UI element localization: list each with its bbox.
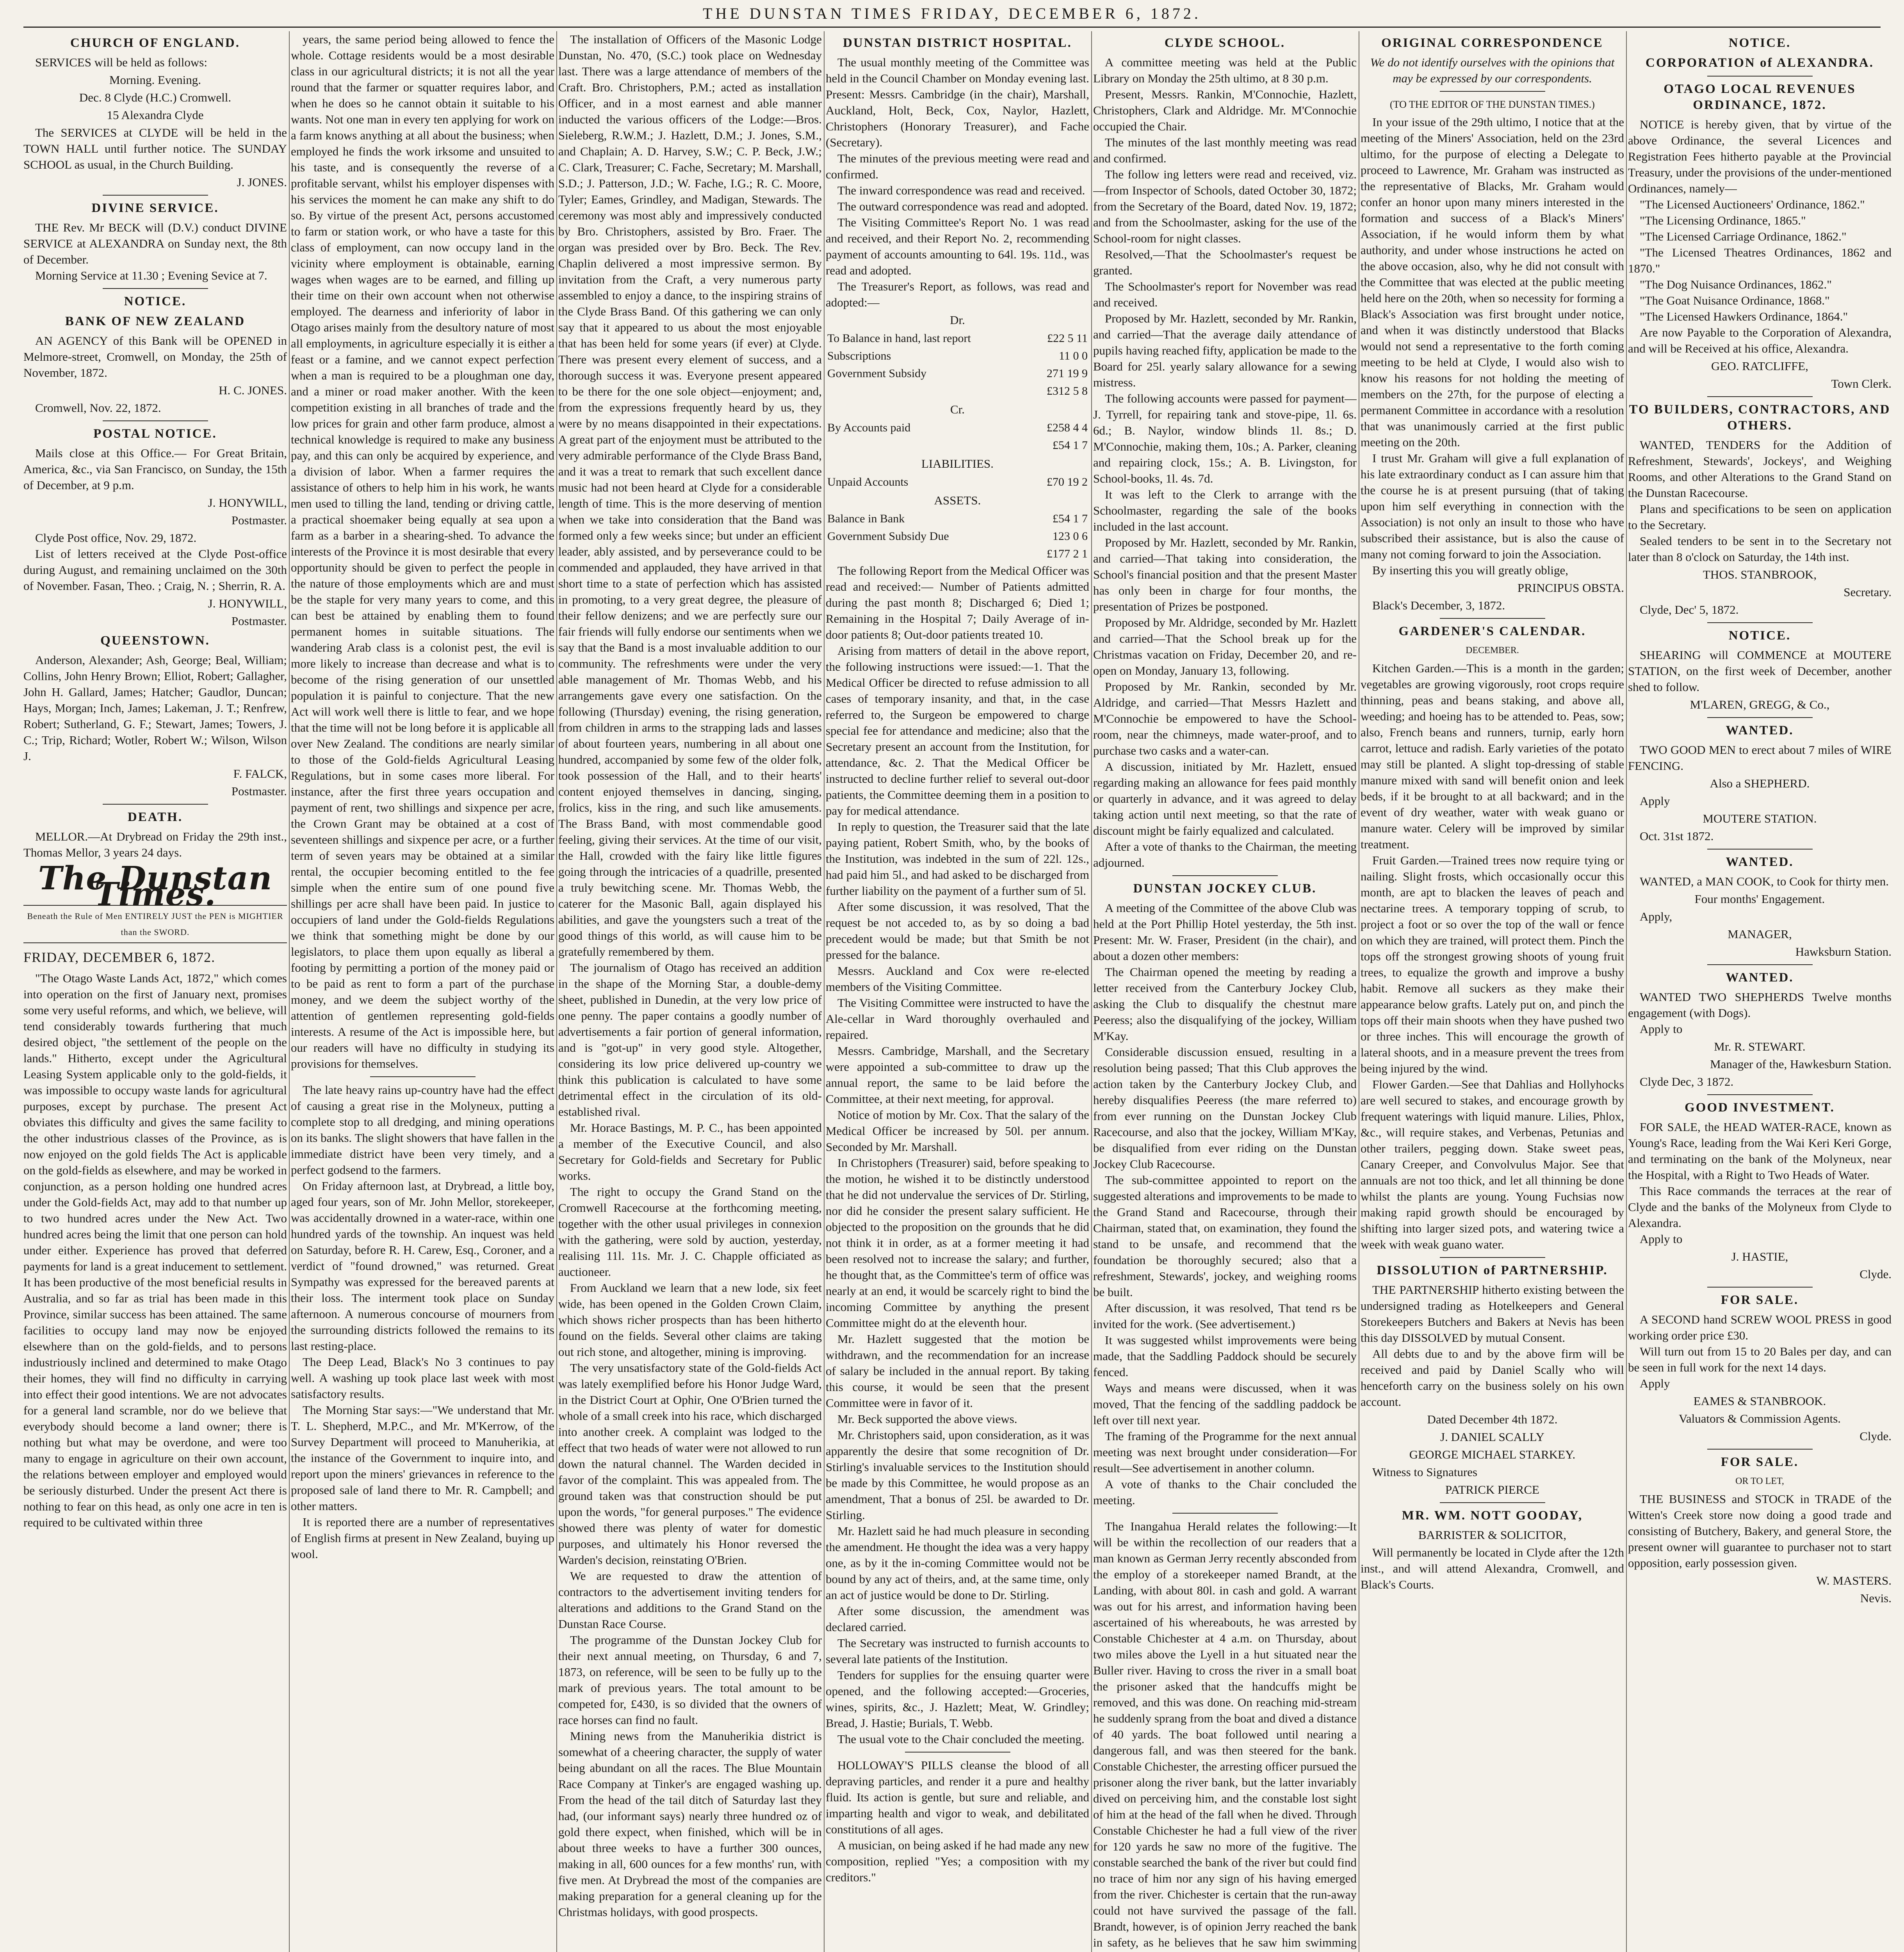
dateline: FRIDAY, DECEMBER 6, 1872.	[23, 949, 216, 965]
garden-month: DECEMBER.	[1466, 645, 1519, 655]
news-item: Mining news from the Manuherikia district is somewhat of a cheering character, the supply of water being abundant on all the races. The Blue Mountain Race Company at Tinker's are engaged washing up. From the head of the tail ditch of Saturday last they had, (our informant says) nearly three hundred oz of gold there expect, when finished, which will be in about three weeks to have a further 300 ounces, making in all, 600 ounces for a few months' run, with five men. At Drybread the most of the companies are making preparation for a general cleaning up for the Christmas holidays, with good prospects.	[558, 1729, 822, 1919]
bank-signature: H. C. JONES.	[219, 383, 287, 397]
wanted-heading: WANTED.	[1726, 723, 1794, 737]
corporation-heading: CORPORATION of ALEXANDRA.	[1646, 56, 1874, 70]
hospital-para: The usual monthly meeting of the Committee was held in the Council Chamber on Monday evening last. Present: Messrs. Cambridge (in the chair), Marshall, Auckland, Holt, Beck, Cox, Naylor, Hazlett, Christophers (Honorary Treasurer), and Fache (Secretary).	[826, 55, 1089, 149]
school-para: The follow ing letters were read and received, viz.—from Inspector of Schools, dated October 30, 1872; from the Secretary of the Board, dated Nov. 19, 1872; and from the Schoolmaster, asking for the use of the School-room for night classes.	[1093, 167, 1357, 245]
hospital-para: The Visiting Committee were instructed to have the Ale-cellar in Ward thoroughly overhauled and repaired.	[826, 996, 1089, 1042]
news-item: The installation of Officers of the Masonic Lodge Dunstan, No. 470, (S.C.) took place on Wednesday last. There was a large attendance of members of the Craft. Bro. Christophers, P.M.; acted as installation Officer, and in a most earnest and able manner inducted the various officers of the Lodge:—Bros. Sieleberg, R.W.M.; J. Hazlett, D.M.; J. Jones, S.M., and Chaplain; A. D. Harvey, S.W.; C. P. Beck, J.W.; C. Clark, Treasurer; C. Fache, Secretary; M. Marshall, S.D.; J. Patterson, J.D.; W. Fache, I.G.; R. C. Moore, Tyler; Eames, Grindley, and Madigan, Stewards. The ceremony was most ably and impressively conducted by Bro. Christophers, assisted by Bro. Fraer. The organ was presided over by Bro. Beck. The Rev. Chaplin delivered a most impressive sermon. By invitation from the Craft, a very numerous party assembled to enjoy a dance, to the inspiring strains of the Clyde Brass Band. Of this gathering we can only say that it appeared to us about the most enjoyable that has been held for some years (if ever) at Clyde. There was present every element of success, and a thorough success it was. Everyone present appeared to be there for the one sole object—enjoyment; and, from the expressions frequently heard by us, they were by no means disappointed in their expectations. A great part of the enjoyment must be attributed to the very admirable performance of the Clyde Brass Band, and it was a treat to remark that such excellent dance music had not been heard at Clyde for a considerable length of time. This is the more deserving of mention when we take into consideration that the Band was formed only a few weeks since; but under an efficient leader, ably assisted, and by perseverance could to be commended and applauded, they have arrived in that short time to a state of perfection which has assisted in promoting, to a very great degree, the pleasure of their fellow denizens; and we are perfectly sure our fair friends will fully endorse our sentiments when we say that the Band is a most invaluable addition to our community. The refreshments were under the very able management of Mr. Thomas Webb, and his arrangements gave every one satisfaction. On the following (Thursday) evening, the rising generation, from children in arms to the strapping lads and lasses of about fourteen years, numbering in all about one hundred, accompanied by some few of the older folk, took possession of the Hall, and to their hearts' content enjoyed themselves in dancing, singing, frolics, kiss in the ring, and such like amusements. The Brass Band, with most commendable good feeling, giving their services. At the time of our visit, the Hall, crowded with the fairy like little figures going through the intricacies of a quadrille, presented a truly bewitching scene. Mr. Thomas Webb, the caterer for the Masonic Ball, again displayed his abilities, and gave the youngsters such a treat of the good things of this world, as will cause him to be gratefully remembered by them.	[558, 32, 822, 958]
wanted-date: Oct. 31st 1872.	[1640, 829, 1714, 843]
school-para: The Schoolmaster's report for November was read and received.	[1093, 280, 1357, 309]
divider	[1707, 1287, 1813, 1288]
hospital-para: The following Report from the Medical Officer was read and received:— Number of Patients admitted during the past month 8; Discharged 6; Died 1; Remaining in the Hospital 7; Daily Average of in-door patients 8; Out-door patients treated 10.	[826, 564, 1089, 641]
wanted-terms: Four months' Engagement.	[1694, 892, 1825, 906]
sale-place: Clyde.	[1859, 1429, 1892, 1443]
correspondence-para: In your issue of the 29th ultimo, I notice that at the meeting of the Miners' Association, held on the 23rd ultimo, for the purpose of electing a Delegate to proceed to Lawrence, Mr. Graham was instructed as the representative of Blacks, Mr. Graham would confer an honor upon many miners interested in the formation and success of a Black's Miners' Association, if he would inform them by what authority, and under whose instructions he acted on the above occasion, also, why he did not consult with the Committee that was elected at the public meeting held here on the 20th, when so necessity for forming a Black's Association was first brought under notice, and when it was distinctly understood that Blacks would not send a representative to the forth coming meeting to be held at Clyde, I would also wish to know his reasons for not holding the meeting of members on the 27th, for the purpose of electing a permanent Committee in accordance with a resolution that was unanimously carried at the first public meeting on the 20th.	[1361, 115, 1624, 449]
ordinance-signature: GEO. RATCLIFFE,	[1711, 359, 1808, 373]
queenstown-role: Postmaster.	[231, 784, 287, 798]
correspondence-signature: PRINCIPUS OBSTA.	[1517, 581, 1624, 595]
dissolution-date: Dated December 4th 1872.	[1427, 1412, 1558, 1426]
account-total: £54 1 7	[1053, 439, 1088, 452]
ordinance-item: "The Licensed Auctioneers' Ordinance, 1862."	[1640, 198, 1865, 211]
divider	[1707, 1094, 1813, 1095]
wanted-also: Also a SHEPHERD.	[1710, 777, 1810, 790]
garden-para: Kitchen Garden.—This is a month in the garden; vegetables are growing vigorously, root crops require thinning, peas and beans staking, and above all, weeding; and hoeing has to be attended to. Peas, sow; also, French beans and runners, turnip, early horn carrot, lettuce and radish. Early varieties of the potato may still be planted. A slight top-dressing of stable manure mixed with sand will benefit onion and leek beds, if it be brought to at all backward; and in the event of dry weather, water with weak guano or manure water. Celery will be improved by similar treatment.	[1361, 661, 1624, 851]
hospital-para: In Christophers (Treasurer) said, before speaking to the motion, he wished it to be distinctly understood that he did not undervalue the services of Dr. Stirling, nor did he consider the present salary sufficient. He objected to the proposition on the grounds that he did not think it in order, as at a former meeting it had been resolved not to increase the salary; and further, he thought that, as the Committee's term of office was nearly at an end, it would be scarcely right to bind the incoming Committee by anything the present Committee might do at the eleventh hour.	[826, 1156, 1089, 1330]
correspondence-para: I trust Mr. Graham will give a full explanation of his late extraordinary conduct as I can assure him that the course he is at present pursuing (that of taking upon him self everything in connection with the Association) is not only an insult to those who have subscribed their assistance, but is also the cause of many not coming forward to join the Association.	[1361, 451, 1624, 561]
hospital-para: After some discussion, the amendment was declared carried.	[826, 1604, 1089, 1634]
sale-signature: EAMES & STANBROOK.	[1693, 1394, 1826, 1408]
account-row: Balance in Bank £54 1 7	[827, 512, 1088, 525]
ordinance-item: "The Licensed Carriage Ordinance, 1862."	[1640, 230, 1847, 243]
divider	[1440, 91, 1545, 92]
church-row: Dec. 8 Clyde (H.C.) Cromwell.	[79, 91, 232, 104]
divider	[1440, 618, 1545, 619]
sale-body: A SECOND hand SCREW WOOL PRESS in good working order price £30.	[1628, 1313, 1892, 1342]
postal-date: Clyde Post office, Nov. 29, 1872.	[35, 531, 197, 545]
wanted-role: Manager of the, Hawkesburn Station.	[1710, 1057, 1892, 1071]
editorial-continued: years, the same period being allowed to fence the whole. Cottage residents would be a most desirable class in our agricultural districts; it is not all the year round that the farmer or squatter requires labor, and when he does so he cannot obtain it suitable to his wants. Not one man in every ten applying for work on a farm knows anything at all about the business; when employed he finds the work irksome and unsuited to his taste, and is consequently the reverse of a profitable servant, whilst his employer dispenses with his services the moment he can make any shift to do so. By virtue of the present Act, persons accustomed to farm or station work, or who have a taste for this class of employment, can now occupy land in the vicinity where employment is obtainable, earning wages when wages are to be earned, and filling up their time on their own account when not otherwise employed. The dearness and inferiority of labor in Otago arises mainly from the desultory nature of most all employments, in agriculture especially it is either a feast or a famine, and we cannot expect perfection when a man is required to be a ploughman one day, and a miner or road maker another. With the keen competition existing in all branches of trade and the low prices for grain and other farm produce, almost a technical knowledge is required to make any business pay, and this can only be acquired by experience, and a division of labor. When a farmer requires the assistance of others to help him in his work, he wants men used to tilling the land, tending or driving cattle, a practical shoemaker being equally at sea upon a farm as a barber in a shearing-shed. To advance the interests of the Province it is most desirable that every opportunity should be given to perfect the people in the nature of those employments which are and must be the staple for very many years to come, and this can best be attained by enabling them to found permanent homes in suitable situations. The wandering Arab class is a colonist pest, the evil is more likely to increase than decrease and what is to become of the rising generation of our unsettled population it is painful to conjecture. That the new Act will work well there is little to fear, and we hope that the time will not be long before it is applicable all over New Zealand. The conditions are nearly similar to those of the Gold-fields Agricultural Leasing Regulations, but in some cases more liberal. For instance, after the first three years occupation and payment of rent, two shillings and sixpence per acre, the Crown Grant may be obtained at a cost of seventeen shillings and sixpence per acre, or a further term of seven years may be obtained at a similar rental, the occupier becoming entitled to the fee simple when the entire sum of one pound five shillings per acre shall have been paid. In justice to occupiers of land under the Gold-fields Regulations we think that something might be done by our legislators, to place them upon equally as liberal a footing by permitting a portion of the money paid or to be paid as rent to form a part of the purchase money, and we deem the subject worthy of the attention of gentlemen representing gold-fields interests. A resume of the Act is impossible here, but our readers will have no difficulty in studying its provisions for themselves.	[291, 32, 554, 1070]
musician-quip: A musician, on being asked if he had made any new composition, replied "Yes; a composition with my creditors."	[826, 1838, 1089, 1884]
news-item: Mr. Horace Bastings, M. P. C., has been appointed a member of the Executive Council, and also Secretary for Gold-fields and Secretary for Public works.	[558, 1121, 822, 1183]
hospital-para: The inward correspondence was read and received.	[837, 183, 1085, 197]
wanted-signature: MANAGER,	[1728, 927, 1792, 941]
news-item: The right to occupy the Grand Stand on the Cromwell Racecourse at the forthcoming meeting, together with the other usual privileges in connexion with the gathering, were sold by auction, yesterday, realising 11l. 11s. Mr. J. C. Chapple officiated as auctioneer.	[558, 1185, 822, 1279]
shearing-signature: M'LAREN, GREGG, & Co.,	[1690, 698, 1830, 711]
divider	[1440, 1502, 1545, 1503]
church-intro: SERVICES will be held as follows:	[35, 55, 207, 69]
column-rule	[1091, 31, 1092, 1952]
school-para: Present, Messrs. Rankin, M'Connochie, Hazlett, Christophers, Clark and Aldridge. Mr. M'Connochie occupied the Chair.	[1093, 87, 1357, 133]
jockey-para: The Chairman opened the meeting by reading a letter received from the Canterbury Jockey Club, asking the Club to disqualify the chestnut mare Peeress; also the disqualifying of the jockey, William M'Kay.	[1093, 965, 1357, 1043]
investment-heading: GOOD INVESTMENT.	[1685, 1101, 1835, 1115]
divider	[370, 1076, 476, 1077]
church-signature: J. JONES.	[237, 175, 287, 189]
ordinance-item: "The Goat Nuisance Ordinance, 1868."	[1640, 294, 1830, 307]
builders-para: WANTED, TENDERS for the Addition of Refreshment, Stewards', Jockeys', and Weighing Rooms, and other Alterations to the Grand Stand on the Dunstan Racecourse.	[1628, 438, 1892, 500]
hospital-para: The minutes of the previous meeting were read and confirmed.	[826, 151, 1089, 181]
divider	[1707, 717, 1813, 718]
jockey-para: The framing of the Programme for the next annual meeting was next brought under consideration—For result—See advertisement in another column.	[1093, 1429, 1357, 1475]
news-item: From Auckland we learn that a new lode, six feet wide, has been opened in the Golden Crown Claim, which shows richer prospects than has been hitherto found on the fields. Several other claims are taking out rich stone, and altogether, mining is improving.	[558, 1281, 822, 1359]
column-3	[558, 31, 822, 1952]
ordinance-item: "The Licensing Ordinance, 1865."	[1640, 214, 1806, 227]
sale-heading: FOR SALE.	[1721, 1293, 1799, 1307]
account-row: By Accounts paid £258 4 4	[827, 421, 1088, 434]
news-item: The Deep Lead, Black's No 3 continues to pay well. A washing up took place last week with most satisfactory results.	[291, 1355, 554, 1401]
bank-body: AN AGENCY of this Bank will be OPENED in Melmore-street, Cromwell, on Monday, the 25th of November, 1872.	[23, 334, 287, 379]
inangahua-item: The Inangahua Herald relates the following:—It will be within the recollection of our readers that a man known as German Jerry recently absconded from the employ of a storekeeper named Brandt, at the Landing, with about 80l. in cash and gold. A warrant was out for his arrest, and information having been ascertained of his whereabouts, he was arrested by Constable Chichester at 4 a.m. on Thursday, about two miles above the Lyell in a hut situated near the Buller river. Having to cross the river in a small boat the prisoner asked that the handcuffs might be removed, and this was done. On reaching mid-stream he suddenly sprang from the boat and dived a distance of 40 yards. The boat followed until nearing a dangerous fall, and was then steered for the bank. Constable Chichester, the arresting officer pursued the prisoner along the river bank, but the latter invariably dived on perceiving him, and the constable lost sight of him at the head of the fall when he dived. Through Constable Chichester he had a full view of the river for 120 yards he saw no more of the fugitive. The constable searched the bank of the river but could find no trace of him nor any sign of his having emerged from the river. Chichester is certain that the run-away could not have survived the passage of the fall. Brandt, however, is of opinion Jerry reached the bank in safety, as he believes that he saw him swimming	[1093, 1519, 1357, 1949]
investment-body: This Race commands the terraces at the rear of Clyde and the banks of the Molyneux from Clyde to Alexandra.	[1628, 1184, 1892, 1230]
hospital-para: Arising from matters of detail in the above report, the following instructions were issued:—1. That the Medical Officer be directed to refuse admission to all cases of temporary insanity, and that, in the case referred to, the Surgeon be empowered to charge special fee for attendance and medicine; also that the Secretary present an account from the Institution, for attendance, &c. 2. That the Medical Officer be instructed to decline further relief to several out-door patients, the Committee deeming them in a position to pay for medical attendance.	[826, 644, 1089, 817]
account-table	[826, 473, 1089, 491]
wanted-place: Hawksburn Station.	[1795, 945, 1892, 958]
dissolution-signatory: J. DANIEL SCALLY	[1440, 1430, 1544, 1444]
column-rule	[824, 31, 825, 1952]
postal-signature: J. HONYWILL,	[208, 597, 287, 610]
divider	[1707, 396, 1813, 397]
postal-signature: J. HONYWILL,	[208, 496, 287, 509]
divider	[1707, 622, 1813, 623]
sale-heading: FOR SALE.	[1721, 1455, 1799, 1469]
hospital-para: The Secretary was instructed to furnish accounts to several late patients of the Institution.	[826, 1636, 1089, 1666]
header-rule	[23, 27, 1881, 28]
investment-signature: J. HASTIE,	[1731, 1250, 1788, 1263]
sale-apply: Apply	[1640, 1377, 1670, 1390]
builders-signature: THOS. STANBROOK,	[1703, 568, 1817, 581]
account-row: Unpaid Accounts £70 19 2	[827, 476, 1088, 488]
investment-place: Clyde.	[1859, 1267, 1892, 1281]
divider	[1707, 1449, 1813, 1450]
school-para: After a vote of thanks to the Chairman, the meeting adjourned.	[1093, 840, 1357, 869]
ordinance-item: "The Licensed Hawkers Ordinance, 1864."	[1640, 310, 1848, 323]
account-total: £312 5 8	[1047, 385, 1088, 397]
school-heading: CLYDE SCHOOL.	[1164, 36, 1286, 50]
ordinance-role: Town Clerk.	[1831, 377, 1892, 390]
school-para: Proposed by Mr. Aldridge, seconded by Mr. Hazlett and carried—That the School break up for the Christmas vacation on Friday, December 20, and re-open on Monday, January 13, following.	[1093, 616, 1357, 677]
account-liabilities: LIABILITIES.	[921, 457, 994, 470]
divider	[905, 1752, 1010, 1753]
account-row: Government Subsidy 271 19 9	[827, 367, 1088, 380]
correspondence-to: (TO THE EDITOR OF THE DUNSTAN TIMES.)	[1390, 99, 1595, 110]
editorial-body: "The Otago Waste Lands Act, 1872," which comes into operation on the first of January next, promises some very useful reforms, and which, we believe, will tend considerably towards furthering that much desired object, "the settlement of the people on the lands." Hitherto, except under the Agricultural Leasing System applicable only to the gold-fields, it was impossible to occupy waste lands for agricultural purposes, except by purchase. The present Act obviates this difficulty and gives the same facility to the other industrious classes of the Province, as is now enjoyed on the gold fields The Act is applicable on the gold-fields as elsewhere, and may be worked in conjunction, as a person holding one hundred acres under the Gold-fields Act, may add to that number up to two hundred acres under the New Act. Two hundred acres being the limit that one person can hold under either. Experience has proved that deferred payments for land is a great inducement to settlement. It has been productive of the most beneficial results in Australia, and so far as trial has been made in this Province, similar success has been attained. The same facilities to occupy land may now be enjoyed elsewhere than on the gold-fields, and to persons industriously inclined and determined to make Otago their homes, they will find no difficulty in carrying into effect their good intentions. We are not advocates for a general land scramble, nor do we believe that everybody should become a land owner; there is nothing but what may be overdone, and were too many to engage in agriculture on their own account, the relations between employer and employed would be seriously disturbed. Under the present Act there is nothing to fear on this head, as only one acre in ten is required to be cultivated within three	[23, 971, 287, 1529]
divider	[1707, 849, 1813, 850]
hospital-para: Mr. Hazlett said he had much pleasure in seconding the amendment. He thought the idea was a very happy one, as by it the in-coming Committee would not be bound by any act of theirs, and, at the same time, only an act of justice would be done to Dr. Stirling.	[826, 1524, 1089, 1602]
divine-heading: DIVINE SERVICE.	[91, 201, 219, 215]
divider	[103, 804, 208, 805]
sale-role: Valuators & Commission Agents.	[1678, 1412, 1841, 1425]
account-row: To Balance in hand, last report £22 5 11	[827, 332, 1088, 345]
news-item: The late heavy rains up-country have had the effect of causing a great rise in the Molyneux, putting a complete stop to all dredging, and mining operations on its banks. The slight showers that have fallen in the immediate district have been very timely, and a perfect godsend to the farmers.	[291, 1083, 554, 1177]
shearing-body: SHEARING will COMMENCE at MOUTERE STATION, on the first week of December, another shed to follow.	[1628, 648, 1892, 694]
account-row: Subscriptions 11 0 0	[827, 349, 1088, 362]
jockey-para: A meeting of the Committee of the above Club was held at the Port Phillip Hotel yesterday, the 5th inst. Present: Mr. W. Fraser, President (in the chair), and about a dozen other members:	[1093, 901, 1357, 963]
school-para: It was left to the Clerk to arrange with the Schoolmaster, regarding the sale of the books included in the last account.	[1093, 488, 1357, 533]
wanted-apply: Apply to	[1640, 1022, 1683, 1036]
divider	[1440, 1257, 1545, 1258]
divider	[1172, 1513, 1278, 1514]
builders-para: Sealed tenders to be sent in to the Secretary not later than 8 o'clock on Saturday, the 14th inst.	[1628, 534, 1892, 564]
running-header: THE DUNSTAN TIMES FRIDAY, DECEMBER 6, 1872.	[703, 5, 1201, 22]
investment-body: FOR SALE, the HEAD WATER-RACE, known as Young's Race, leading from the Wai Keri Keri Gorge, and terminating on the bank of the Molyneux, near the Hospital, with a Right to Two Heads of Water.	[1628, 1120, 1892, 1182]
divider	[1172, 875, 1278, 876]
column-2	[291, 31, 554, 1952]
letters-body: List of letters received at the Clyde Post-office during August, and remaining unclaimed on the 30th of November. Fasan, Theo. ; Craig, N. ; Sherrin, R. A.	[23, 547, 287, 593]
news-item: The very unsatisfactory state of the Gold-fields Act was lately exemplified before his Honor Judge Ward, in the District Court at Ophir, One O'Brien turned the whole of a small creek into his race, which discharged into another creek. A complaint was lodged to the effect that two heads of water were not allowed to run down the natural channel. The Warden decided in favor of the complaint. This was appealed from. The ground taken was that construction should be put upon the words, "for general purposes." The evidence showed there was plenty of water for domestic purposes, and ultimately his Honor reversed the Warden's decision, reinstating O'Brien.	[558, 1361, 822, 1567]
hospital-para: Mr. Beck supported the above views.	[837, 1412, 1017, 1426]
school-para: Proposed by Mr. Rankin, seconded by Mr. Aldridge, and carried—That Messrs Hazlett and M'Connochie be empowered to have the School-room, near the chimneys, made water-proof, and to purchase two casks and a water-can.	[1093, 680, 1357, 757]
correspondence-disclaimer: We do not identify ourselves with the opinions that may be expressed by our correspondents.	[1370, 55, 1615, 85]
notice-heading: NOTICE.	[124, 294, 187, 308]
column-5	[1093, 31, 1357, 1952]
death-heading: DEATH.	[127, 810, 183, 824]
hospital-para: Notice of motion by Mr. Cox. That the salary of the Medical Officer be increased by 50l. per annum. Seconded by Mr. Marshall.	[826, 1108, 1089, 1154]
hospital-para: The Treasurer's Report, as follows, was read and adopted:—	[826, 280, 1089, 309]
news-item: The journalism of Otago has received an addition in the shape of the Morning Star, a double-demy sheet, published in Dunedin, at the very low price of one penny. The paper contains a goodly number of advertisements a fair portion of general information, and is "got-up" in very good style. Altogether, considering its low price delivered up-country we think this publication is calculated to have some detrimental effect in the circulation of its old-established rival.	[558, 961, 822, 1118]
holloway-ad: HOLLOWAY'S PILLS cleanse the blood of all depraving particles, and render it a pure and healthy fluid. Its action is gentle, but sure and reliable, and imparting health and vigor to weak, and debilitated constitutions of all ages.	[826, 1758, 1089, 1836]
postal-heading: POSTAL NOTICE.	[93, 427, 217, 441]
divider	[103, 420, 208, 421]
account-dr: Dr.	[950, 313, 965, 327]
column-6	[1361, 31, 1624, 1952]
paper-motto: Beneath the Rule of Men ENTIRELY JUST the PEN is MIGHTIER than the SWORD.	[23, 905, 287, 943]
school-para: The minutes of the last monthly meeting was read and confirmed.	[1093, 135, 1357, 165]
jockey-para: A vote of thanks to the Chair concluded the meeting.	[1093, 1477, 1357, 1507]
column-rule	[556, 31, 557, 1952]
column-rule	[1626, 31, 1627, 1952]
news-item: It is reported there are a number of representatives of English firms at present in New Zealand, buying up wool.	[291, 1515, 554, 1561]
gooday-heading: MR. WM. NOTT GOODAY,	[1402, 1509, 1583, 1523]
notice-heading: NOTICE.	[1728, 36, 1791, 50]
sale-place: Nevis.	[1860, 1591, 1892, 1605]
gooday-role: BARRISTER & SOLICITOR,	[1418, 1528, 1567, 1542]
school-para: Resolved,—That the Schoolmaster's request be granted.	[1093, 248, 1357, 277]
sale-body: Will turn out from 15 to 20 Bales per day, and can be seen in full work for the next 14 days.	[1628, 1345, 1892, 1374]
school-para: Proposed by Mr. Hazlett, seconded by Mr. Rankin, and carried—That the average daily attendance of pupils having reached fifty, application be made to the Board for 25l. yearly salary allowance for a sewing mistress.	[1093, 312, 1357, 389]
jockey-heading: DUNSTAN JOCKEY CLUB.	[1133, 882, 1317, 896]
divider	[1707, 76, 1813, 77]
ordinance-item: "The Licensed Theatres Ordinances, 1862 and 1870."	[1628, 246, 1892, 275]
school-para: The following accounts were passed for payment—J. Tyrrell, for repairing tank and stove-pipe, 1l. 6s. 6d.; B. Naylor, window blinds 1l. 8s.; D. M'Connochie, making them, 10s.; A. Parker, cleaning and repairing clock, 15s.; A. B. Livingston, for School-books, 1l. 4s. 7d.	[1093, 392, 1357, 485]
church-body: The SERVICES at CLYDE will be held in the TOWN HALL until further notice. The SUNDAY SCHOOL as usual, in the Church Building.	[23, 126, 287, 171]
bank-heading: BANK OF NEW ZEALAND	[65, 314, 246, 328]
divider	[1707, 964, 1813, 965]
wanted-signature: Mr. R. STEWART.	[1714, 1040, 1806, 1053]
garden-para: Fruit Garden.—Trained trees now require tying or nailing. Slight frosts, which occasionally occur this month, are apt to blacken the leaves of peach and nectarine trees. A temporary topping of scrub, to project a foot or so over the top of the wall or fence on which they are trained, will protect them. Pinch the tops off the strongest growing shoots of young fruit trees, to equalize the growth and improve a bushy habit. Remove all suckers as they make their appearance below grafts. Lately put on, and pinch the tops off their main shoots when they have pushed two or three inches. This will encourage the growth of lateral shoots, and in a measure prevent the trees from being injured by the wind.	[1361, 853, 1624, 1075]
correspondence-para: By inserting this you will greatly oblige,	[1372, 563, 1568, 577]
death-body: MELLOR.—At Drybread on Friday the 29th inst., Thomas Mellor, 3 years 24 days.	[23, 830, 287, 859]
postal-role: Postmaster.	[231, 614, 287, 628]
sale-sub: OR TO LET,	[1735, 1476, 1784, 1486]
correspondence-date: Black's December, 3, 1872.	[1372, 598, 1505, 612]
queenstown-body: Anderson, Alexander; Ash, George; Beal, William; Collins, John Henry Brown; Elliot, Robert; Gallagher, John H. Gallard, James; Hatcher; Gaudlor, Duncan; Hays, Morgan; Inch, James; Lakeman, J. T.; Renfrew, Robert; Sutherland, G. F.; Stewart, James; Towers, J. C.; Trip, Richard; Wotler, Robert W.; Wilson, Wilson J.	[23, 653, 287, 763]
account-assets: ASSETS.	[934, 493, 981, 507]
church-heading: CHURCH OF ENGLAND.	[70, 36, 240, 50]
news-item: The Morning Star says:—"We understand that Mr. T. L. Shepherd, M.P.C., and Mr. M'Kerrow, of the Survey Department will proceed to Manuherikia, at the instance of the Government to inquire into, and report upon the miners' grievances in reference to the proposed sale of land there to Mr. R. Campbell; and other matters.	[291, 1403, 554, 1513]
builders-date: Clyde, Dec' 5, 1872.	[1640, 603, 1739, 616]
jockey-para: Ways and means were discussed, when it was moved, That the fencing of the saddling paddock be left over till next year.	[1093, 1381, 1357, 1427]
jockey-para: After discussion, it was resolved, That tend rs be invited for the work. (See advertisement.)	[1093, 1301, 1357, 1331]
jockey-para: It was suggested whilst improvements were being made, that the Saddling Paddock should be securely fenced.	[1093, 1333, 1357, 1379]
school-para: A committee meeting was held at the Public Library on Monday the 25th ultimo, at 8 30 p.m.	[1093, 55, 1357, 85]
paper-title: The Dunstan Times.	[38, 860, 273, 913]
wanted-body: WANTED, a MAN COOK, to Cook for thirty men.	[1640, 874, 1889, 888]
news-item: The programme of the Dunstan Jockey Club for their next annual meeting, on Thursday, 6 and 7, 1873, on reference, will be seen to be fully up to the mark of previous years. The total amount to be competed for, £430, is so divided that the owners of race horses can find no fault.	[558, 1633, 822, 1727]
dissolution-para: All debts due to and by the above firm will be received and paid by Daniel Scally who will henceforth carry on the business solely on his own account.	[1361, 1347, 1624, 1409]
church-columns: Morning. Evening.	[109, 73, 201, 87]
garden-para: Flower Garden.—See that Dahlias and Hollyhocks are well secured to stakes, and encourage growth by frequent waterings with liquid manure. Lilies, Phlox, &c., will require stakes, and Verbenas, Petunias and other trailers, pegging down. Stake sweet peas, Canary Creeper, and Convolvulus Major. See that annuals are not too thick, and let all thinning be done whilst the plants are young. Young Fuchsias now making rapid growth should be encouraged by shifting into larger sized pots, and watering twice a week with weak guano water.	[1361, 1078, 1624, 1251]
account-total: £177 2 1	[1047, 547, 1088, 560]
hospital-para: The outward correspondence was read and adopted.	[837, 199, 1088, 213]
account-table	[826, 419, 1089, 454]
account-row: Government Subsidy Due 123 0 6	[827, 530, 1088, 543]
divine-times: Morning Service at 11.30 ; Evening Sevice at 7.	[35, 269, 267, 282]
postal-body: Mails close at this Office.— For Great Britain, America, &c., via San Francisco, on Sunday, the 15th of December, at 9 p.m.	[23, 446, 287, 492]
investment-apply: Apply to	[1640, 1232, 1683, 1246]
column-4	[826, 31, 1089, 1952]
wanted-heading: WANTED.	[1726, 855, 1794, 869]
hospital-para: The Visiting Committee's Report No. 1 was read and received, and their Report No. 2, recommending payment of accounts amounting to 64l. 19s. 11d., was read and adopted.	[826, 216, 1089, 277]
news-item: On Friday afternoon last, at Drybread, a little boy, aged four years, son of Mr. John Mellor, storekeeper, was accidentally drowned in a water-race, within one hundred yards of the township. An inquest was held on Saturday, before R. H. Carew, Esq., Coroner, and a verdict of "found drowned," was returned. Great Sympathy was expressed for the bereaved parents at their loss. The interment took place on Sunday afternoon. A numerous concourse of mourners from the surrounding districts followed the remains to its last resting-place.	[291, 1179, 554, 1353]
ordinance-heading: OTAGO LOCAL REVENUES ORDINANCE, 1872.	[1664, 82, 1856, 112]
divine-body: THE Rev. Mr BECK will (D.V.) conduct DIVINE SERVICE at ALEXANDRA on Sunday next, the 8th of December.	[23, 221, 287, 266]
sale-body: THE BUSINESS and STOCK in TRADE of the Witten's Creek store now doing a good trade and consisting of Butchery, Bakery, and general Store, the present owner will guarantee to purchaser not to start opposition, early possession given.	[1628, 1492, 1892, 1570]
news-item: We are requested to draw the attention of contractors to the advertisement inviting tenders for alterations and additions to the Grand Stand on the Dunstan Race Course.	[558, 1569, 822, 1631]
hospital-para: In reply to question, the Treasurer said that the late paying patient, Robert Smith, who, by the books of the Institution, was indebted in the sum of 22l. 12s., had paid him 5l., and had asked to be discharged from further liability on the payment of a further sum of 5l.	[826, 820, 1089, 898]
hospital-para: The usual vote to the Chair concluded the meeting.	[837, 1732, 1085, 1746]
builders-para: Plans and specifications to be seen on application to the Secretary.	[1628, 502, 1892, 532]
hospital-para: Tenders for supplies for the ensuing quarter were opened, and the following accepted:—Groceries, wines, spirits, &c., J. Hazlett; Meat, W. Grindley; Bread, J. Hastie; Burials, T. Webb.	[826, 1668, 1089, 1730]
dissolution-witness: Witness to Signatures	[1372, 1465, 1478, 1479]
wanted-body: TWO GOOD MEN to erect about 7 miles of WIRE FENCING.	[1628, 743, 1892, 773]
hospital-para: After some discussion, it was resolved, That the request be not acceded to, as by so doing a bad precedent would be made; but that Smith be not pressed for the balance.	[826, 900, 1089, 962]
account-table	[826, 510, 1089, 563]
hospital-para: Mr. Hazlett suggested that the motion be withdrawn, and the recommendation for an increase of salary be included in the annual report. By taking this course, it would be seen that the present Committee were in favor of it.	[826, 1332, 1089, 1410]
wanted-date: Clyde Dec, 3 1872.	[1640, 1075, 1734, 1088]
ordinance-body: NOTICE is hereby given, that by virtue of the above Ordinance, the several Licences and Registration Fees hitherto payable at the Provincial Treasury, under the provisions of the under-mentioned Ordinances, namely—	[1628, 118, 1892, 195]
wanted-heading: WANTED.	[1726, 971, 1794, 985]
wanted-apply: Apply,	[1640, 910, 1672, 923]
garden-heading: GARDENER'S CALENDAR.	[1398, 624, 1586, 638]
jockey-para: Considerable discussion ensued, resulting in a resolution being passed; That this Club approves the action taken by the Canterbury Jockey Club, and hereby disqualifies Peeress (the mare referred to) from ever running on the Dunstan Jockey Club Racecourse, and also that the jockey, William M'Kay, be disqualified from ever riding on the Dunstan Jockey Club Racecourse.	[1093, 1045, 1357, 1171]
account-table	[826, 329, 1089, 400]
builders-heading: TO BUILDERS, CONTRACTORS, AND OTHERS.	[1629, 403, 1891, 433]
queenstown-signature: F. FALCK,	[233, 767, 287, 780]
divider	[103, 288, 208, 289]
correspondence-heading: ORIGINAL CORRESPONDENCE	[1381, 36, 1603, 50]
school-para: A discussion, initiated by Mr. Hazlett, ensued regarding making an allowance for fees paid monthly or quarterly in advance, and it was agreed to delay taking action until next meeting, so that the rate of discount might be fairly equalized and calculated.	[1093, 760, 1357, 837]
dissolution-witness-name: PATRICK PIERCE	[1445, 1483, 1539, 1496]
sale-signature: W. MASTERS.	[1816, 1574, 1892, 1587]
account-cr: Cr.	[950, 403, 965, 416]
church-row: 15 Alexandra Clyde	[107, 108, 204, 122]
divider	[103, 195, 208, 196]
hospital-heading: DUNSTAN DISTRICT HOSPITAL.	[843, 36, 1072, 50]
column-1	[23, 31, 287, 1952]
hospital-para: Mr. Christophers said, upon consideration, as it was apparently the desire that some recognition of Dr. Stirling's invaluable services to the Institution should be made by this Committee, he would propose as an amendment, That a bonus of 25l. be awarded to Dr. Stirling.	[826, 1428, 1089, 1522]
wanted-apply: Apply	[1640, 794, 1670, 808]
dissolution-heading: DISSOLUTION of PARTNERSHIP.	[1377, 1263, 1608, 1277]
shearing-heading: NOTICE.	[1728, 629, 1791, 643]
gooday-body: Will permanently be located in Clyde after the 12th inst., and will attend Alexandra, Cromwell, and Black's Courts.	[1361, 1546, 1624, 1591]
hospital-para: Messrs. Auckland and Cox were re-elected members of the Visiting Committee.	[826, 964, 1089, 994]
hospital-para: Messrs. Cambridge, Marshall, and the Secretary were appointed a sub-committee to draw up the annual report, the same to be laid before the Committee, at their next meeting, for approval.	[826, 1044, 1089, 1106]
school-para: Proposed by Mr. Hazlett, seconded by Mr. Rankin, and carried—That taking into consideration, the School's financial position and that the present Master has only been in charge for four months, the presentation of Prizes be postponed.	[1093, 536, 1357, 613]
queenstown-heading: QUEENSTOWN.	[100, 634, 210, 648]
builders-role: Secretary.	[1843, 585, 1892, 599]
postal-role: Postmaster.	[231, 513, 287, 527]
column-rule	[289, 31, 290, 1952]
bank-date: Cromwell, Nov. 22, 1872.	[35, 401, 161, 415]
wanted-signature: MOUTERE STATION.	[1703, 812, 1817, 825]
wanted-body: WANTED TWO SHEPHERDS Twelve months engagement (with Dogs).	[1628, 990, 1892, 1020]
ordinance-item: "The Dog Nuisance Ordinances, 1862."	[1640, 278, 1832, 291]
column-7	[1628, 31, 1892, 1952]
dissolution-para: THE PARTNERSHIP hitherto existing between the undersigned trading as Hotelkeepers and General Storekeepers Butchers and Bakers at Nevis has been this day DISSOLVED by mutual Consent.	[1361, 1283, 1624, 1345]
dissolution-signatory: GEORGE MICHAEL STARKEY.	[1409, 1448, 1576, 1461]
ordinance-tail: Are now Payable to the Corporation of Alexandra, and will be Received at his office, Alexandra.	[1628, 326, 1892, 355]
jockey-para: The sub-committee appointed to report on the suggested alterations and improvements to be made to the Grand Stand and Racecourse, through their Chairman, stated that, on examination, they found the stand to be unsafe, and recommend that the foundation be thoroughly secured; also that a refreshment, Stewards', jockey, and weighing rooms be built.	[1093, 1173, 1357, 1299]
